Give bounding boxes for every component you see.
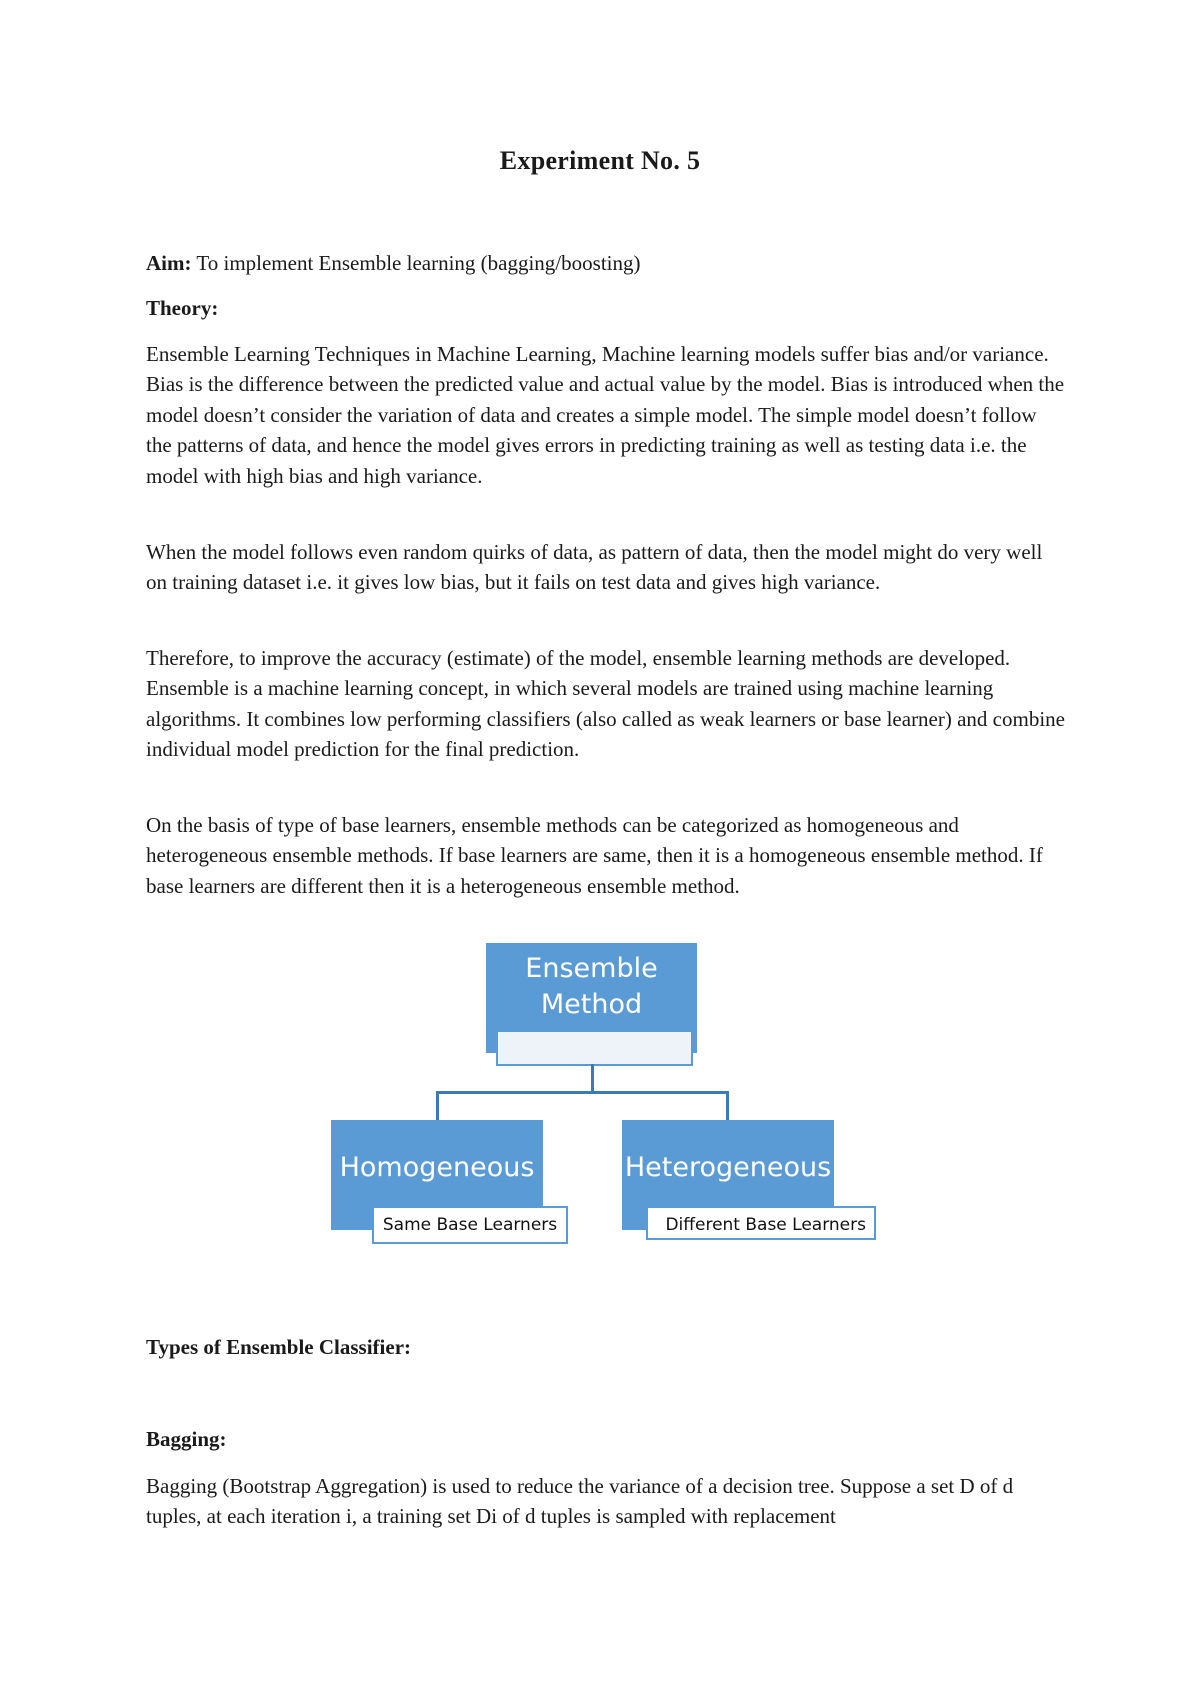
diagram-heterogeneous-sub: Different Base Learners: [646, 1206, 876, 1240]
theory-heading: Theory:: [146, 296, 219, 320]
bagging-heading: Bagging:: [146, 1427, 227, 1451]
theory-paragraph-4: [146, 810, 1066, 901]
connector-horizontal: [436, 1091, 729, 1094]
connector-left: [436, 1091, 439, 1120]
diagram-root-line2: Method: [540, 989, 643, 1020]
paragraph: Bagging (Bootstrap Aggregation) is used to reduce the variance of a decision tree. Suppose a set D of d tuples, at each iteration i, a training set Di of d tuples is sampled with replacement: [146, 1474, 1014, 1529]
aim-text: To implement Ensemble learning (bagging/boosting): [191, 251, 641, 275]
diagram-heterogeneous-box: Heterogeneous: [622, 1120, 834, 1230]
diagram-root-sub-box: [496, 1030, 693, 1066]
paragraph: Therefore, to improve the accuracy (estimate) of the model, ensemble learning methods are developed. Ensemble is a machine learning concept, in which several models are trained using machine learning algorithms. It combines low performing classifiers (also called as weak learners or base learner) and combine individual model prediction for the final prediction.: [146, 646, 1065, 762]
paragraph: When the model follows even random quirks of data, as pattern of data, then the model might do very well on training dataset i.e. it gives low bias, but it fails on test data and gives high variance.: [146, 540, 1043, 595]
diagram-root-line1: Ensemble: [525, 953, 658, 984]
page-title: Experiment No. 5: [499, 146, 701, 175]
diagram-homogeneous-sub: Same Base Learners: [372, 1206, 568, 1244]
theory-paragraph-2: [146, 537, 1066, 598]
paragraph: On the basis of type of base learners, ensemble methods can be categorized as homogeneous and heterogeneous ensemble methods. If base learners are same, then it is a homogeneous ensemble method. If base learners are different then it is a heterogeneous ensemble method.: [146, 813, 1043, 898]
aim-line: [146, 248, 1066, 278]
connector-vertical: [591, 1064, 594, 1094]
theory-paragraph-1: [146, 339, 1066, 491]
theory-paragraph-3: [146, 643, 1066, 765]
bagging-paragraph: [146, 1471, 1066, 1532]
connector-right: [726, 1091, 729, 1120]
diagram-homogeneous-box: Homogeneous: [331, 1120, 543, 1230]
aim-label: Aim:: [146, 251, 192, 275]
types-heading: Types of Ensemble Classifier:: [146, 1335, 412, 1359]
paragraph: Ensemble Learning Techniques in Machine Learning, Machine learning models suffer bias and/or variance. Bias is the difference between the predicted value and actual value by the model. Bias is introduced when the model doesn’t consider the variation of data and creates a simple model. The simple model doesn’t follow the patterns of data, and hence the model gives errors in predicting training as well as testing data i.e. the model with high bias and high variance.: [146, 342, 1065, 488]
